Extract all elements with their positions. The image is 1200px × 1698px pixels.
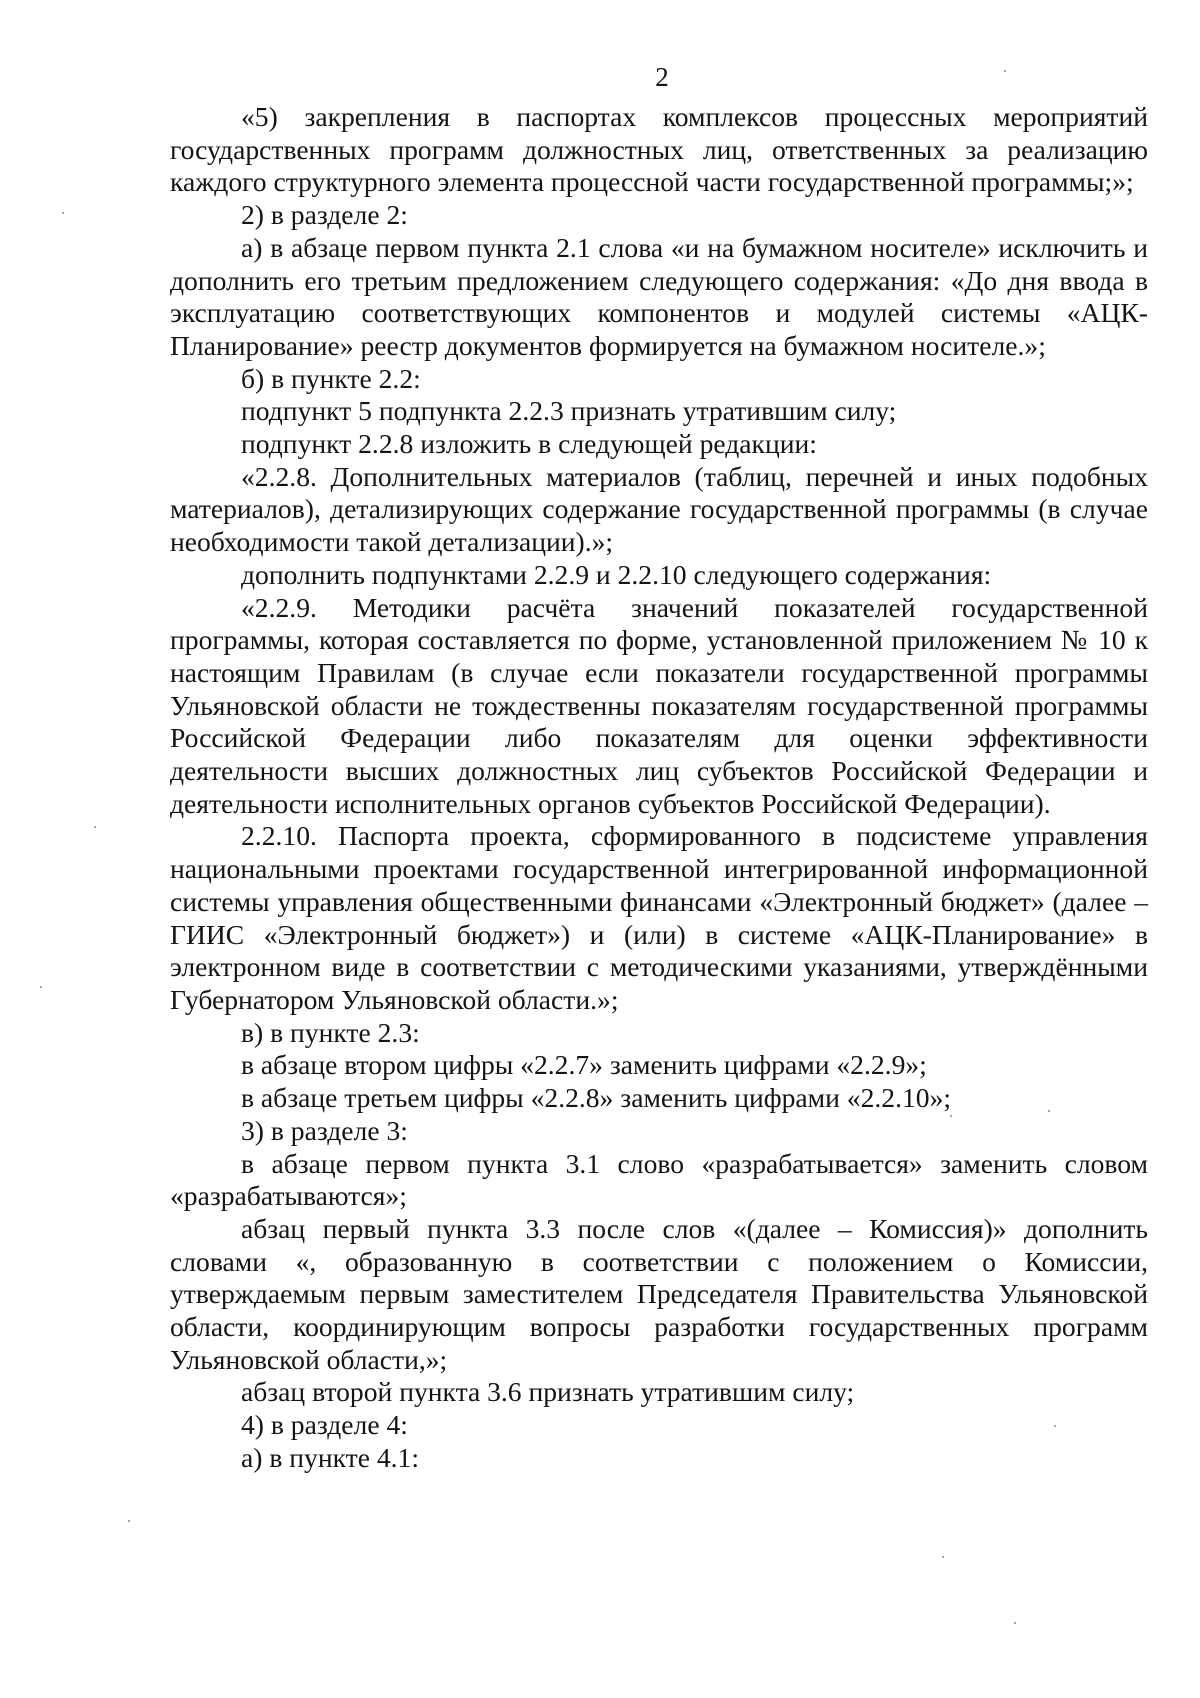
scan-speck	[1014, 1622, 1016, 1624]
page-number: 2	[655, 62, 669, 92]
scan-speck	[942, 1556, 944, 1558]
paragraph-point-3-6-repeal: абзац второй пункта 3.6 признать утратившим силу;	[241, 1376, 855, 1408]
document-body	[170, 101, 1148, 1475]
paragraph-add-subpoints-intro: дополнить подпунктами 2.2.9 и 2.2.10 следующего содержания:	[241, 558, 992, 590]
paragraph-point-2-2-heading: б) в пункте 2.2:	[241, 362, 421, 394]
paragraph-point-2-3-third: в абзаце третьем цифры «2.2.8» заменить цифрами «2.2.10»;	[241, 1082, 952, 1114]
paragraph-point-2-1-amendment: а) в абзаце первом пункта 2.1 слова «и на бумажном носителе» исключить и дополнить его третьим предложением следующего содержания: «До дня ввода в эксплуатацию соответствующих компонентов и модулей системы «АЦК-Планирование» реестр документов формируется на бумажном носителе.»;	[170, 231, 1148, 361]
paragraph-point-4-1-heading: а) в пункте 4.1:	[241, 1441, 419, 1473]
scan-speck	[1004, 70, 1006, 72]
paragraph-subpoint-2-2-8-text: «2.2.8. Дополнительных материалов (таблиц, перечней и иных подобных материалов), детализирующих содержание государственной программы (в случае необходимости такой детализации).»;	[170, 460, 1148, 558]
paragraph-item-5-amendment: «5) закрепления в паспортах комплексов процессных мероприятий государственных программ должностных лиц, ответственных за реализацию каждого структурного элемента процессной части государственной программы;»;	[170, 101, 1148, 198]
scan-speck	[1054, 1425, 1056, 1427]
scan-speck	[40, 986, 42, 988]
paragraph-point-3-1-amendment: в абзаце первом пункта 3.1 слово «разрабатывается» заменить словом «разрабатываются»;	[170, 1147, 1148, 1212]
scan-speck	[94, 826, 96, 828]
scan-speck	[950, 1115, 952, 1117]
paragraph-section-2-heading: 2) в разделе 2:	[241, 199, 408, 231]
paragraph-point-3-3-amendment: абзац первый пункта 3.3 после слов «(далее – Комиссия)» дополнить словами «, образованную в соответствии с положением о Комиссии, утверждаемым первым заместителем Председателя Правительства Ульяновской области, координирующим вопросы разработки государственных программ Ульяновской области,»;	[170, 1212, 1148, 1375]
scan-speck	[62, 212, 64, 214]
paragraph-subpoint-2-2-9-text: «2.2.9. Методики расчёта значений показателей государственной программы, которая составляется по форме, установленной приложением № 10 к настоящим Правилам (в случае если показатели государственной программы Ульяновской области не тождественны показателям государственной программы Российской Федерации либо показателям для оценки эффективности деятельности высших должностных лиц субъектов Российской Федерации и деятельности исполнительных органов субъектов Российской Федерации).	[170, 591, 1148, 819]
paragraph-subpoint-2-2-8-intro: подпункт 2.2.8 изложить в следующей редакции:	[241, 428, 817, 460]
paragraph-section-4-heading: 4) в разделе 4:	[241, 1409, 408, 1441]
paragraph-subpoint-2-2-3-repeal: подпункт 5 подпункта 2.2.3 признать утратившим силу;	[241, 395, 897, 427]
paragraph-section-3-heading: 3) в разделе 3:	[241, 1114, 408, 1146]
scan-speck	[128, 1520, 130, 1522]
paragraph-point-2-3-second: в абзаце втором цифры «2.2.7» заменить цифрами «2.2.9»;	[241, 1049, 927, 1081]
scan-speck	[1048, 1110, 1050, 1112]
paragraph-subpoint-2-2-10-text: 2.2.10. Паспорта проекта, сформированного в подсистеме управления национальными проектами государственной интегрированной информационной системы управления общественными финансами «Электронный бюджет» (далее – ГИИС «Электронный бюджет») и (или) в системе «АЦК-Планирование» в электронном виде в соответствии с методическими указаниями, утверждёнными Губернатором Ульяновской области.»;	[170, 820, 1148, 1015]
paragraph-point-2-3-heading: в) в пункте 2.3:	[241, 1016, 420, 1048]
